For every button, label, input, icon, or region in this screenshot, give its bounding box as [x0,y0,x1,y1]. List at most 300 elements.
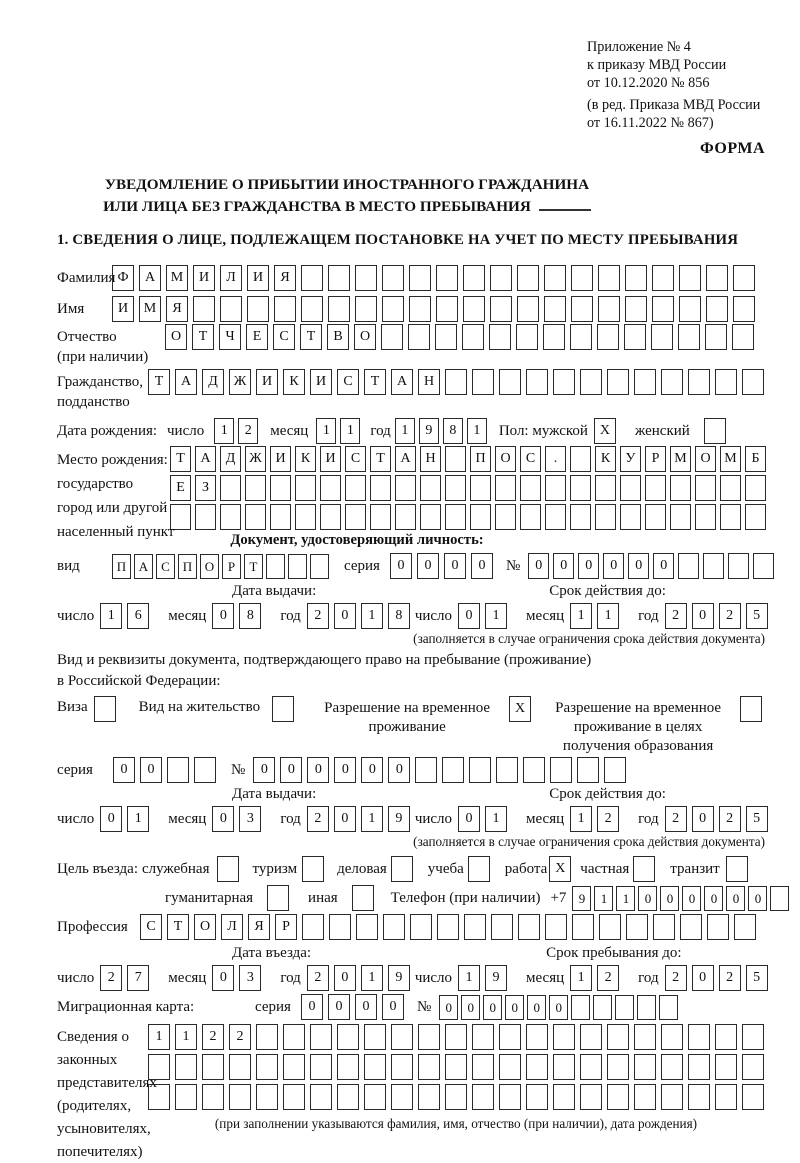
char-cell[interactable]: И [193,265,215,291]
char-cell[interactable] [517,296,539,322]
char-cell[interactable]: 1 [175,1024,197,1050]
female-checkbox[interactable] [704,418,726,444]
char-cell[interactable] [518,914,540,940]
char-cell[interactable] [572,914,594,940]
char-cell[interactable] [274,296,296,322]
char-cell[interactable]: 1 [127,806,149,832]
char-cell[interactable] [445,475,466,501]
char-cell[interactable] [383,914,405,940]
char-cell[interactable]: 0 [505,995,524,1020]
char-cell[interactable]: 0 [301,994,323,1020]
char-cell[interactable] [553,1054,575,1080]
char-cell[interactable] [742,1024,764,1050]
char-cell[interactable]: И [310,369,332,395]
char-cell[interactable]: Ж [229,369,251,395]
char-cell[interactable] [688,1054,710,1080]
char-cell[interactable]: 0 [382,994,404,1020]
char-cell[interactable]: 0 [578,553,599,579]
char-cell[interactable] [356,914,378,940]
char-cell[interactable] [661,1084,683,1110]
char-cell[interactable]: Т [167,914,189,940]
char-cell[interactable] [256,1024,278,1050]
char-cell[interactable] [445,446,466,472]
char-cell[interactable] [337,1084,359,1110]
male-checkbox[interactable]: X [594,418,616,444]
char-cell[interactable] [499,1024,521,1050]
char-cell[interactable]: 0 [638,886,657,911]
char-cell[interactable] [645,475,666,501]
char-cell[interactable] [499,1054,521,1080]
char-cell[interactable]: 0 [653,553,674,579]
char-cell[interactable] [464,914,486,940]
char-cell[interactable] [329,914,351,940]
char-cell[interactable] [175,1084,197,1110]
char-cell[interactable] [595,475,616,501]
char-cell[interactable] [202,1084,224,1110]
char-cell[interactable]: 0 [100,806,122,832]
char-cell[interactable] [720,475,741,501]
char-cell[interactable] [364,1054,386,1080]
char-cell[interactable]: 0 [328,994,350,1020]
char-cell[interactable]: И [270,446,291,472]
char-cell[interactable]: С [140,914,162,940]
char-cell[interactable]: 1 [485,603,507,629]
char-cell[interactable] [408,324,430,350]
char-cell[interactable] [382,296,404,322]
char-cell[interactable]: 1 [597,603,619,629]
char-cell[interactable]: 0 [334,806,356,832]
char-cell[interactable]: 0 [628,553,649,579]
char-cell[interactable]: И [320,446,341,472]
purpose-other-checkbox[interactable] [352,885,374,911]
char-cell[interactable] [395,475,416,501]
char-cell[interactable]: П [178,554,197,579]
char-cell[interactable]: В [327,324,349,350]
char-cell[interactable] [409,265,431,291]
char-cell[interactable]: 9 [572,886,591,911]
char-cell[interactable]: 0 [692,603,714,629]
char-cell[interactable] [418,1024,440,1050]
char-cell[interactable]: 2 [597,806,619,832]
char-cell[interactable] [695,475,716,501]
char-cell[interactable]: 0 [527,995,546,1020]
char-cell[interactable]: 1 [316,418,336,444]
char-cell[interactable]: 0 [280,757,302,783]
char-cell[interactable] [229,1054,251,1080]
char-cell[interactable] [270,475,291,501]
char-cell[interactable]: О [495,446,516,472]
char-cell[interactable]: 0 [307,757,329,783]
char-cell[interactable] [229,1084,251,1110]
purpose-private-checkbox[interactable] [633,856,655,882]
char-cell[interactable]: М [166,265,188,291]
char-cell[interactable] [288,554,307,579]
char-cell[interactable]: З [195,475,216,501]
char-cell[interactable]: 1 [361,806,383,832]
char-cell[interactable]: 1 [616,886,635,911]
char-cell[interactable] [520,475,541,501]
char-cell[interactable]: 0 [388,757,410,783]
char-cell[interactable]: 0 [212,603,234,629]
char-cell[interactable] [295,475,316,501]
char-cell[interactable] [220,296,242,322]
char-cell[interactable]: 1 [458,965,480,991]
char-cell[interactable] [607,1084,629,1110]
char-cell[interactable] [670,504,691,530]
char-cell[interactable] [469,757,491,783]
char-cell[interactable]: 0 [113,757,135,783]
char-cell[interactable]: 2 [238,418,258,444]
char-cell[interactable] [620,504,641,530]
char-cell[interactable] [345,475,366,501]
char-cell[interactable] [526,1054,548,1080]
char-cell[interactable]: Е [246,324,268,350]
char-cell[interactable]: И [112,296,134,322]
char-cell[interactable] [670,475,691,501]
char-cell[interactable] [355,296,377,322]
char-cell[interactable]: А [139,265,161,291]
visa-checkbox[interactable] [94,696,116,722]
char-cell[interactable]: О [354,324,376,350]
char-cell[interactable]: 0 [748,886,767,911]
char-cell[interactable]: Д [220,446,241,472]
char-cell[interactable]: А [175,369,197,395]
char-cell[interactable]: 1 [214,418,234,444]
char-cell[interactable]: У [620,446,641,472]
char-cell[interactable]: 0 [660,886,679,911]
char-cell[interactable] [545,475,566,501]
char-cell[interactable] [247,296,269,322]
char-cell[interactable]: 0 [483,995,502,1020]
char-cell[interactable] [193,296,215,322]
char-cell[interactable] [420,475,441,501]
char-cell[interactable] [526,369,548,395]
char-cell[interactable] [491,914,513,940]
char-cell[interactable] [382,265,404,291]
char-cell[interactable] [715,1024,737,1050]
char-cell[interactable]: О [200,554,219,579]
char-cell[interactable] [435,324,457,350]
char-cell[interactable] [270,504,291,530]
char-cell[interactable] [706,296,728,322]
char-cell[interactable] [194,757,216,783]
char-cell[interactable] [495,504,516,530]
purpose-study-checkbox[interactable] [468,856,490,882]
char-cell[interactable]: А [134,554,153,579]
char-cell[interactable] [678,553,699,579]
char-cell[interactable] [645,504,666,530]
char-cell[interactable] [310,554,329,579]
char-cell[interactable] [604,757,626,783]
char-cell[interactable] [733,296,755,322]
char-cell[interactable] [283,1024,305,1050]
char-cell[interactable] [580,369,602,395]
char-cell[interactable]: 0 [726,886,745,911]
char-cell[interactable] [418,1084,440,1110]
char-cell[interactable] [661,1054,683,1080]
char-cell[interactable] [391,1024,413,1050]
char-cell[interactable]: 8 [388,603,410,629]
char-cell[interactable] [442,757,464,783]
char-cell[interactable]: П [112,554,131,579]
char-cell[interactable] [523,757,545,783]
char-cell[interactable]: К [295,446,316,472]
char-cell[interactable] [678,324,700,350]
char-cell[interactable] [577,757,599,783]
char-cell[interactable] [472,1024,494,1050]
char-cell[interactable] [715,369,737,395]
char-cell[interactable]: 1 [100,603,122,629]
char-cell[interactable]: С [345,446,366,472]
char-cell[interactable]: Ч [219,324,241,350]
char-cell[interactable]: 0 [461,995,480,1020]
char-cell[interactable] [580,1024,602,1050]
char-cell[interactable] [625,296,647,322]
char-cell[interactable]: Н [418,369,440,395]
char-cell[interactable]: 1 [570,603,592,629]
char-cell[interactable] [445,504,466,530]
char-cell[interactable]: Н [420,446,441,472]
char-cell[interactable] [688,1024,710,1050]
char-cell[interactable] [653,914,675,940]
char-cell[interactable] [395,504,416,530]
char-cell[interactable]: . [545,446,566,472]
char-cell[interactable] [661,1024,683,1050]
char-cell[interactable]: 0 [549,995,568,1020]
char-cell[interactable] [472,1054,494,1080]
purpose-business-checkbox[interactable] [391,856,413,882]
char-cell[interactable]: Т [370,446,391,472]
char-cell[interactable] [167,757,189,783]
char-cell[interactable]: М [670,446,691,472]
char-cell[interactable] [624,324,646,350]
char-cell[interactable] [420,504,441,530]
char-cell[interactable]: К [283,369,305,395]
char-cell[interactable] [490,265,512,291]
char-cell[interactable]: 1 [594,886,613,911]
char-cell[interactable] [742,1054,764,1080]
char-cell[interactable] [571,265,593,291]
char-cell[interactable]: 6 [127,603,149,629]
char-cell[interactable] [355,265,377,291]
char-cell[interactable] [463,296,485,322]
char-cell[interactable]: 2 [229,1024,251,1050]
char-cell[interactable] [703,553,724,579]
char-cell[interactable]: 2 [665,965,687,991]
char-cell[interactable]: 2 [719,806,741,832]
char-cell[interactable] [679,265,701,291]
char-cell[interactable] [364,1024,386,1050]
char-cell[interactable]: Ж [245,446,266,472]
char-cell[interactable] [661,369,683,395]
char-cell[interactable]: 9 [485,965,507,991]
char-cell[interactable]: А [195,446,216,472]
char-cell[interactable] [337,1024,359,1050]
char-cell[interactable] [328,265,350,291]
char-cell[interactable] [544,265,566,291]
char-cell[interactable] [637,995,656,1020]
char-cell[interactable]: 1 [395,418,415,444]
char-cell[interactable] [302,914,324,940]
char-cell[interactable]: 2 [307,965,329,991]
char-cell[interactable] [595,504,616,530]
char-cell[interactable] [391,1084,413,1110]
char-cell[interactable] [345,504,366,530]
char-cell[interactable] [571,995,590,1020]
char-cell[interactable] [593,995,612,1020]
char-cell[interactable] [381,324,403,350]
char-cell[interactable] [320,475,341,501]
char-cell[interactable]: И [256,369,278,395]
char-cell[interactable] [715,1084,737,1110]
char-cell[interactable] [517,265,539,291]
char-cell[interactable]: 2 [719,965,741,991]
char-cell[interactable] [571,296,593,322]
char-cell[interactable]: 0 [140,757,162,783]
char-cell[interactable] [328,296,350,322]
char-cell[interactable] [688,369,710,395]
char-cell[interactable]: 0 [212,965,234,991]
char-cell[interactable] [445,1024,467,1050]
char-cell[interactable] [256,1084,278,1110]
char-cell[interactable]: Р [222,554,241,579]
char-cell[interactable] [490,296,512,322]
char-cell[interactable] [625,265,647,291]
char-cell[interactable]: Я [166,296,188,322]
char-cell[interactable]: Б [745,446,766,472]
char-cell[interactable]: 1 [148,1024,170,1050]
char-cell[interactable] [526,1084,548,1110]
char-cell[interactable]: 8 [443,418,463,444]
char-cell[interactable]: 5 [746,965,768,991]
char-cell[interactable] [495,475,516,501]
char-cell[interactable]: 0 [528,553,549,579]
char-cell[interactable]: Т [148,369,170,395]
purpose-humanitarian-checkbox[interactable] [267,885,289,911]
char-cell[interactable]: 0 [682,886,701,911]
char-cell[interactable]: 0 [603,553,624,579]
char-cell[interactable] [553,369,575,395]
char-cell[interactable]: Л [221,914,243,940]
char-cell[interactable] [634,1024,656,1050]
char-cell[interactable] [545,914,567,940]
char-cell[interactable] [462,324,484,350]
char-cell[interactable] [295,504,316,530]
char-cell[interactable] [283,1084,305,1110]
char-cell[interactable] [634,369,656,395]
char-cell[interactable]: А [395,446,416,472]
char-cell[interactable] [301,296,323,322]
char-cell[interactable]: Д [202,369,224,395]
char-cell[interactable] [570,324,592,350]
char-cell[interactable]: Ф [112,265,134,291]
char-cell[interactable]: С [156,554,175,579]
char-cell[interactable] [220,504,241,530]
residence-permit-checkbox[interactable] [272,696,294,722]
char-cell[interactable]: 1 [570,965,592,991]
char-cell[interactable] [256,1054,278,1080]
char-cell[interactable]: 0 [692,965,714,991]
char-cell[interactable]: Т [192,324,214,350]
char-cell[interactable]: М [139,296,161,322]
char-cell[interactable] [437,914,459,940]
char-cell[interactable] [310,1054,332,1080]
char-cell[interactable] [753,553,774,579]
char-cell[interactable]: 9 [419,418,439,444]
char-cell[interactable] [470,504,491,530]
char-cell[interactable]: И [247,265,269,291]
char-cell[interactable]: Р [275,914,297,940]
char-cell[interactable] [496,757,518,783]
char-cell[interactable] [436,265,458,291]
char-cell[interactable]: Л [220,265,242,291]
char-cell[interactable] [580,1084,602,1110]
char-cell[interactable] [607,1024,629,1050]
char-cell[interactable] [634,1084,656,1110]
char-cell[interactable] [598,296,620,322]
char-cell[interactable]: 0 [355,994,377,1020]
char-cell[interactable] [175,1054,197,1080]
char-cell[interactable] [728,553,749,579]
char-cell[interactable] [734,914,756,940]
char-cell[interactable] [489,324,511,350]
char-cell[interactable]: 1 [361,603,383,629]
char-cell[interactable] [391,1054,413,1080]
char-cell[interactable] [705,324,727,350]
char-cell[interactable] [283,1054,305,1080]
char-cell[interactable]: 0 [334,603,356,629]
char-cell[interactable] [301,265,323,291]
char-cell[interactable] [445,369,467,395]
char-cell[interactable]: 0 [704,886,723,911]
char-cell[interactable]: 2 [597,965,619,991]
char-cell[interactable]: 7 [127,965,149,991]
char-cell[interactable] [526,1024,548,1050]
char-cell[interactable]: 0 [458,806,480,832]
char-cell[interactable] [472,1084,494,1110]
char-cell[interactable] [651,324,673,350]
char-cell[interactable] [245,504,266,530]
char-cell[interactable] [445,1084,467,1110]
char-cell[interactable]: 1 [361,965,383,991]
char-cell[interactable] [544,296,566,322]
char-cell[interactable] [370,504,391,530]
char-cell[interactable]: 9 [388,965,410,991]
char-cell[interactable] [570,446,591,472]
char-cell[interactable]: Т [244,554,263,579]
char-cell[interactable]: 0 [444,553,466,579]
purpose-transit-checkbox[interactable] [726,856,748,882]
char-cell[interactable]: О [165,324,187,350]
char-cell[interactable] [607,1054,629,1080]
char-cell[interactable] [245,475,266,501]
char-cell[interactable]: О [194,914,216,940]
char-cell[interactable]: 1 [485,806,507,832]
char-cell[interactable] [266,554,285,579]
char-cell[interactable] [445,1054,467,1080]
char-cell[interactable]: С [520,446,541,472]
char-cell[interactable] [470,475,491,501]
char-cell[interactable]: 0 [334,965,356,991]
char-cell[interactable] [742,369,764,395]
purpose-work-checkbox[interactable]: X [549,856,571,882]
char-cell[interactable] [409,296,431,322]
char-cell[interactable]: 0 [253,757,275,783]
char-cell[interactable]: 9 [388,806,410,832]
char-cell[interactable]: 5 [746,603,768,629]
char-cell[interactable]: 0 [553,553,574,579]
char-cell[interactable] [732,324,754,350]
